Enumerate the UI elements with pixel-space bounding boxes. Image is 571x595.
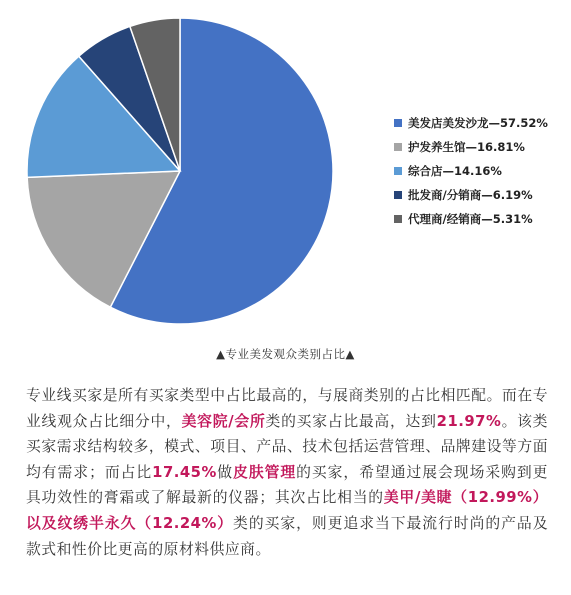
paragraph-text: 类的买家，则更追求当下最流行时尚的产品及款式和性价比更高的原材料供应商。 [26,514,548,558]
legend-swatch-4 [394,215,402,223]
legend-swatch-1 [394,143,402,151]
paragraph-text: 。该类买家需求结构较多，模式、项目、产品、技术包括运营管理、品牌建设等方面均有需求；而占比 [26,412,548,481]
chart-caption: ▲专业美发观众类别占比▲ [216,347,355,361]
legend-swatch-2 [394,167,402,175]
paragraph-text: 专业线买家是所有买家类型中占比最高的，与展商类别的占比相匹配。而在专业线观众占比细分中， [26,387,548,430]
paragraph-text: 做 [216,463,234,481]
legend-label-4: 代理商/经销商—5.31% [408,212,533,226]
chart-legend [394,116,548,226]
highlight-percent-2197: 21.97% [436,412,502,430]
highlight-skin-management: 皮肤管理 [233,463,297,481]
legend-label-3: 批发商/分销商—6.19% [408,188,533,202]
paragraph-text: 类的买家占比最高，达到 [265,412,437,430]
legend-label-2: 综合店—14.16% [408,164,502,178]
legend-swatch-3 [394,191,402,199]
pie-slices [27,18,333,324]
legend-label-0: 美发店美发沙龙—57.52% [408,116,548,130]
article-paragraph [26,383,548,562]
paragraph-text: 的买家，希望通过展会现场采购到更具功效性的膏霜或了解最新的仪器；其次占比相当的 [26,463,548,507]
highlight-percent-1745: 17.45% [152,463,217,481]
highlight-beauty-salon: 美容院/会所 [181,412,266,430]
legend-label-1: 护发养生馆—16.81% [408,140,525,154]
legend-swatch-0 [394,119,402,127]
highlight-nail-lash-tattoo: 美甲/美睫（12.99%）以及纹绣半永久（12.24%） [26,489,548,532]
